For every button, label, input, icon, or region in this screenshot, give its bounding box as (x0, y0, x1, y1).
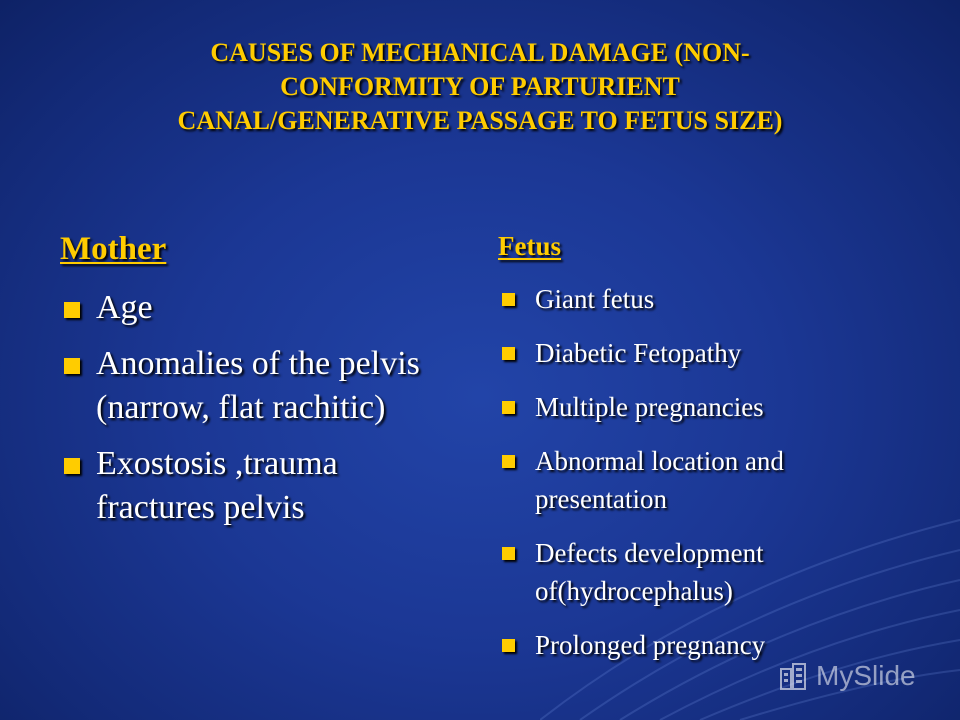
fetus-column (498, 226, 898, 680)
mother-list-item (60, 286, 440, 330)
mother-heading: Mother (60, 231, 167, 267)
slide-title (90, 36, 870, 138)
mother-list (60, 286, 440, 530)
square-bullet-icon (64, 358, 80, 374)
square-bullet-icon (502, 455, 515, 468)
mother-item-text: Exostosis ,trauma fractures pelvis (96, 445, 338, 526)
fetus-item-text: Defects development of(hydrocephalus) (535, 538, 764, 606)
fetus-item-text: Diabetic Fetopathy (535, 338, 742, 368)
building-icon (778, 661, 808, 691)
square-bullet-icon (502, 547, 515, 560)
mother-list-item (60, 442, 440, 530)
fetus-list-item (498, 334, 898, 372)
fetus-list-item (498, 280, 898, 318)
fetus-list-item (498, 534, 898, 610)
fetus-item-text: Giant fetus (535, 284, 655, 314)
title-line-2: CONFORMITY OF PARTURIENT (280, 72, 680, 101)
square-bullet-icon (502, 401, 515, 414)
fetus-heading: Fetus (498, 231, 561, 261)
mother-item-text: Age (96, 289, 153, 326)
square-bullet-icon (502, 293, 515, 306)
square-bullet-icon (64, 458, 80, 474)
mother-column (60, 226, 440, 542)
square-bullet-icon (64, 302, 80, 318)
title-line-1: CAUSES OF MECHANICAL DAMAGE (NON- (210, 38, 750, 67)
fetus-list-item (498, 442, 898, 518)
fetus-list-item (498, 388, 898, 426)
fetus-item-text: Multiple pregnancies (535, 392, 764, 422)
title-line-3: CANAL/GENERATIVE PASSAGE TO FETUS SIZE) (177, 106, 783, 135)
mother-item-text: Anomalies of the pelvis (narrow, flat rachitic) (96, 345, 420, 426)
fetus-item-text: Prolonged pregnancy (535, 630, 766, 660)
fetus-list (498, 280, 898, 664)
square-bullet-icon (502, 639, 515, 652)
watermark-text: MySlide (816, 660, 916, 691)
fetus-item-text: Abnormal location and presentation (535, 446, 784, 514)
watermark (778, 656, 916, 696)
mother-list-item (60, 342, 440, 430)
square-bullet-icon (502, 347, 515, 360)
